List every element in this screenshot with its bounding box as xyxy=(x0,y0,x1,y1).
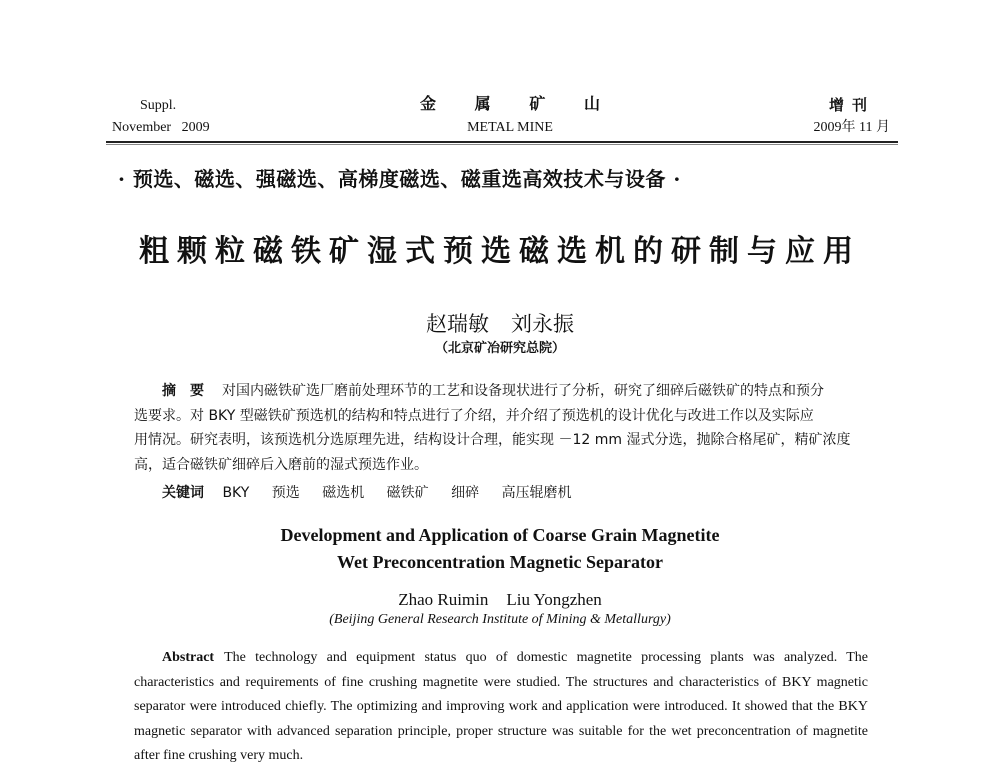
authors-en xyxy=(0,590,1000,610)
keywords-cn xyxy=(162,482,590,502)
keyword: 高压辊磨机 xyxy=(501,485,572,501)
header-suppl: Suppl. xyxy=(140,98,177,113)
keyword: 预选 xyxy=(271,485,300,501)
author-cn: 刘永振 xyxy=(511,312,574,336)
abstract-cn-line-2: 选要求。对 BKY 型磁铁矿预选机的结构和特点进行了介绍，并介绍了预选机的设计优化与改进工作以及实际应 xyxy=(134,408,814,424)
affiliation-cn: （北京矿冶研究总院） xyxy=(434,341,565,356)
journal-char: 金 xyxy=(420,96,437,113)
title-en-line: Development and Application of Coarse Grain Magnetite xyxy=(280,525,720,545)
abstract-cn-line-1 xyxy=(162,379,868,404)
keyword: 细碎 xyxy=(451,485,480,501)
header-rule xyxy=(106,141,898,143)
title-en-line: Wet Preconcentration Magnetic Separator xyxy=(336,552,664,572)
header-suppl-cn: 增刊 xyxy=(828,98,875,114)
header-date-cn: 2009年 11 月 xyxy=(813,120,890,135)
keywords-label: 关键词 xyxy=(162,485,204,501)
author-cn: 赵瑞敏 xyxy=(426,312,489,336)
journal-char: 属 xyxy=(474,96,491,113)
authors-cn xyxy=(0,308,1000,338)
journal-char: 矿 xyxy=(529,96,546,113)
page-title-en xyxy=(0,522,1000,576)
abstract-cn-line-3: 用情况。研究表明，该预选机分选原理先进，结构设计合理，能实现 －12 mm 湿式分选，抛除合格尾矿，精矿浓度 xyxy=(134,432,851,448)
abstract-cn-label: 摘要 xyxy=(162,383,218,399)
column-title: · 预选、磁选、强磁选、高梯度磁选、磁重选高效技术与设备 · xyxy=(118,167,681,191)
abstract-cn-line-4: 高，适合磁铁矿细碎后入磨前的湿式预选作业。 xyxy=(134,457,428,473)
abstract-cn-text: 对国内磁铁矿选厂磨前处理环节的工艺和设备现状进行了分析，研究了细碎后磁铁矿的特点和预分 xyxy=(222,383,824,399)
keyword: 磁选机 xyxy=(322,485,365,501)
header-rule-thin xyxy=(106,144,898,145)
journal-char: 山 xyxy=(583,96,600,113)
abstract-en xyxy=(134,646,868,769)
keyword: BKY xyxy=(222,485,250,501)
author-en: Zhao Ruimin xyxy=(398,590,489,609)
header-date-en: November 2009 xyxy=(112,120,210,135)
journal-name-cn xyxy=(420,97,600,113)
abstract-en-text: The technology and equipment status quo of domestic magnetite processing plants was analyzed. The characteristics and requirements of fine crushing magnetite were studied. The structures and characteristics of BKY magnetic separator were introduced chiefly. The optimizing and improving work and application were introduced. It showed that the BKY magnetic separator with advanced separation principle, proper structure was suitable for the wet preconcentration of magnetite after fine crushing very much. xyxy=(134,650,868,763)
keyword: 磁铁矿 xyxy=(386,485,429,501)
author-en: Liu Yongzhen xyxy=(506,590,602,609)
abstract-en-label: Abstract xyxy=(162,650,215,665)
affiliation-en: (Beijing General Research Institute of Mining & Metallurgy) xyxy=(329,612,671,627)
journal-name-en: METAL MINE xyxy=(467,120,553,135)
page-title-cn: 粗颗粒磁铁矿湿式预选磁选机的研制与应用 xyxy=(139,234,861,269)
